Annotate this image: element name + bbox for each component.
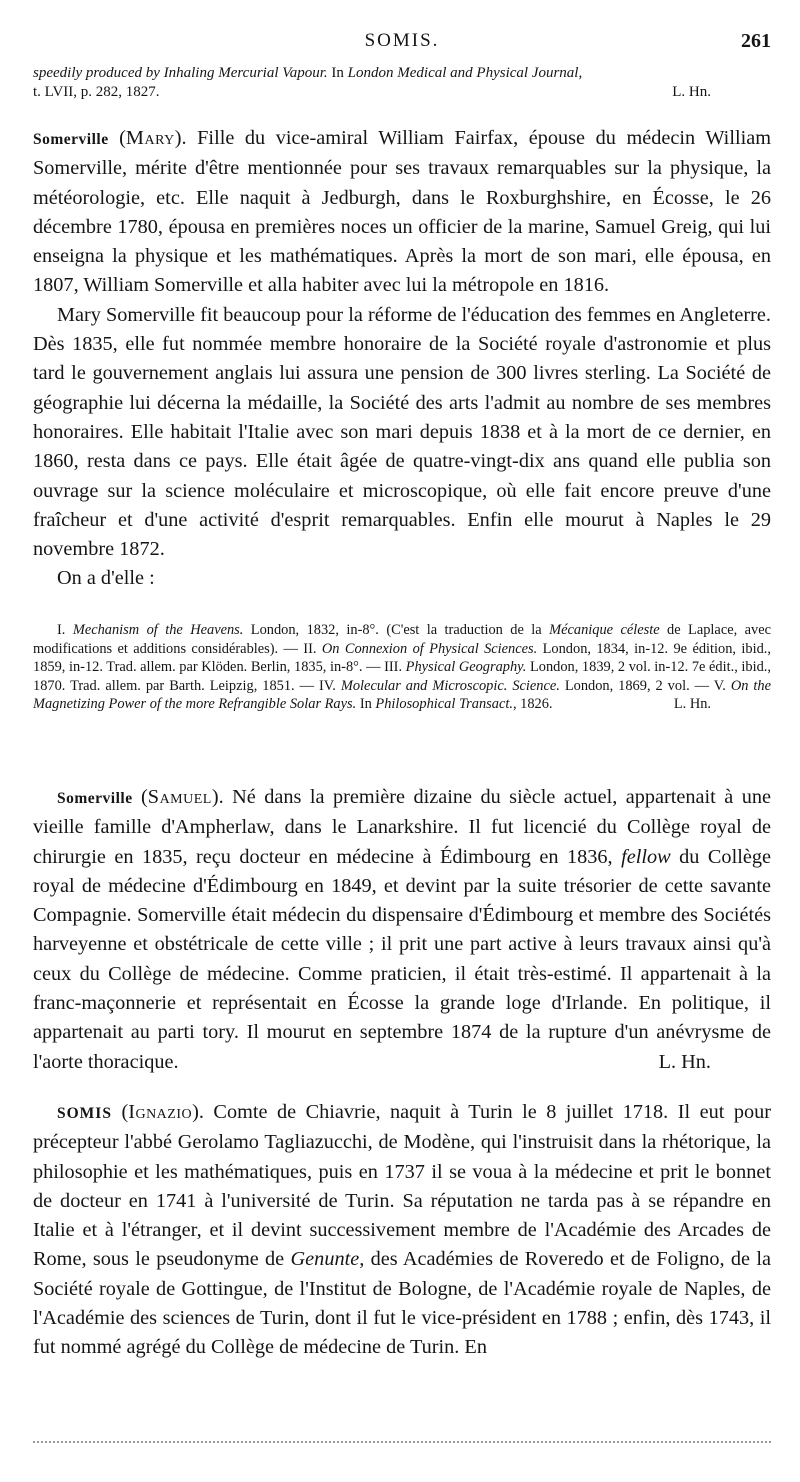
entry-forename: Mary xyxy=(125,127,175,149)
entry-headword: Somerville xyxy=(33,131,109,148)
work-title: On the Magnetizing Power of the more Refrangible Solar Rays. xyxy=(33,677,771,713)
entry-headword: SOMIS xyxy=(57,1105,112,1122)
entry-somerville-samuel xyxy=(33,783,771,1077)
work-title: Mécanique céleste xyxy=(549,622,660,638)
author-signature: L. Hn. xyxy=(658,1050,711,1073)
work-title: Physical Geography. xyxy=(405,659,527,676)
entry-forename: Samuel xyxy=(147,786,212,808)
entry-forename: Ignazio xyxy=(128,1101,193,1123)
entry-headword: Somerville xyxy=(57,790,133,807)
running-header xyxy=(33,30,771,56)
page-number: 261 xyxy=(741,30,771,52)
entry-somis xyxy=(33,1098,771,1363)
entry-paragraph: Somerville (Samuel). Né dans la première dizaine du siècle actuel, appartenait à une vieille famille d'Ampherlaw, dans le Lanarkshire. Il fut licencié du Collège royal de chirurgie en 1835, reçu docteur en médecine à Édimbourg en 1836, fellow du Collège royal de médecine d'Édimbourg en 1849, et devint par la suite trésorier de cette savante Compagnie. Somerville était médecin du dispensaire d'Édimbourg et membre des Sociétés harveyenne et obstétricale de cette ville ; il prit une part active à leurs travaux ainsi qu'à ceux du Collège de médecine. Comme praticien, il était très-estimé. Il appartenait à la franc-maçonnerie et représentait en Écosse la grande loge d'Irlande. En politique, il appartenait au parti tory. Il mourut en septembre 1874 de la rupture d'un anévrysme de l'aorte thoracique. L. Hn. xyxy=(33,783,771,1077)
running-title: SOMIS. xyxy=(364,30,440,51)
footer-dotted-rule xyxy=(33,1441,771,1443)
continuation-title: speedily produced by Inhaling Mercurial Vapour. xyxy=(33,65,328,81)
entry-paragraph: Mary Somerville fit beaucoup pour la réforme de l'éducation des femmes en Angleterre. Dès 1835, elle fut nommée membre honoraire de la Société royale d'astronomie et plus tard le gouvernement anglais lui assura une pension de 300 livres sterling. La Société de géographie lui décerna la médaille, la Société des arts l'admit au nombre de ses membres honoraires. Elle habitait l'Italie avec son mari depuis 1838 et à la mort de ce dernier, en 1860, resta dans ce pays. Elle était âgée de quatre-vingt-dix ans quand elle publia son ouvrage sur la science moléculaire et microscopique, où elle fait encore preuve d'une fraîcheur et d'une activité d'esprit remarquables. Enfin elle mourut à Naples le 29 novembre 1872. xyxy=(33,303,771,561)
journal-name: Philosophical Transact. xyxy=(375,696,513,713)
work-title: Mechanism of the Heavens. xyxy=(72,622,244,638)
bibliography-somerville-mary: I. Mechanism of the Heavens. London, 1832, in-8°. (C'est la traduction de la Mécanique céleste de Laplace, avec modifications et additions considérables). — II. On Connexion of Physical Sciences. London, 1834, in-12. 9e édition, ibid., 1859, in-12. Trad. allem. par Klöden. Berlin, 1835, in-8°. — III. Physical Geography. London, 1839, 2 vol. in-12. 7e édit., ibid., 1870. Trad. allem. par Barth. Leipzig, 1851. — IV. Molecular and Microscopic. Science. London, 1869, 2 vol. — V. On the Magnetizing Power of the more Refrangible Solar Rays. In Philosophical Transact., 1826. L. Hn. xyxy=(33,622,771,713)
work-title: On Connexion of Physical Sciences. xyxy=(321,640,538,657)
continuation-reference: t. LVII, p. 282, 1827. xyxy=(33,84,160,100)
work-title: Molecular and Microscopic. Science. xyxy=(340,677,560,694)
previous-entry-continuation: speedily produced by Inhaling Mercurial Vapour. In London Medical and Physical Journal, t. LVII, p. 282, 1827. L. Hn. xyxy=(33,65,711,100)
entry-somerville-mary xyxy=(33,124,771,594)
entry-paragraph: SOMIS (Ignazio). Comte de Chiavrie, naquit à Turin le 8 juillet 1718. Il eut pour précepteur l'abbé Gerolamo Tagliazucchi, de Modène, qui l'instruisit dans la rhétorique, la philosophie et les mathématiques, puis en 1737 il se voua à la médecine et prit le bonnet de docteur en 1741 à l'université de Turin. Sa réputation ne tarda pas à se répandre en Italie et à l'étranger, et il devint successivement membre de l'Académie des Arcades de Rome, sous le pseudonyme de Genunte, des Académies de Roveredo et de Foligno, de la Société royale de Gottingue, de l'Institut de Bologne, de l'Académie royale de Naples, de l'Académie des sciences de Turin, dont il fut le vice-président en 1788 ; enfin, dès 1743, il fut nommé agrégé du Collège de médecine de Turin. En xyxy=(33,1101,772,1359)
entry-paragraph: On a d'elle : xyxy=(57,567,155,590)
author-signature: L. Hn. xyxy=(672,84,711,100)
journal-name: London Medical and Physical Journal, xyxy=(347,65,583,81)
author-signature: L. Hn. xyxy=(673,696,711,713)
entry-paragraph: Somerville (Mary). Fille du vice-amiral William Fairfax, épouse du médecin William Somerville, mérite d'être mentionnée pour ses travaux remarquables sur la physique, la météorologie, etc. Elle naquit à Jedburgh, dans le Roxburghshire, en Écosse, le 26 décembre 1780, épousa en premières noces un officier de la marine, Samuel Greig, qui lui enseigna la physique et les mathématiques. Après la mort de son mari, elle épousa, en 1807, William Somerville et alla habiter avec lui la métropole en 1816. xyxy=(33,127,771,297)
